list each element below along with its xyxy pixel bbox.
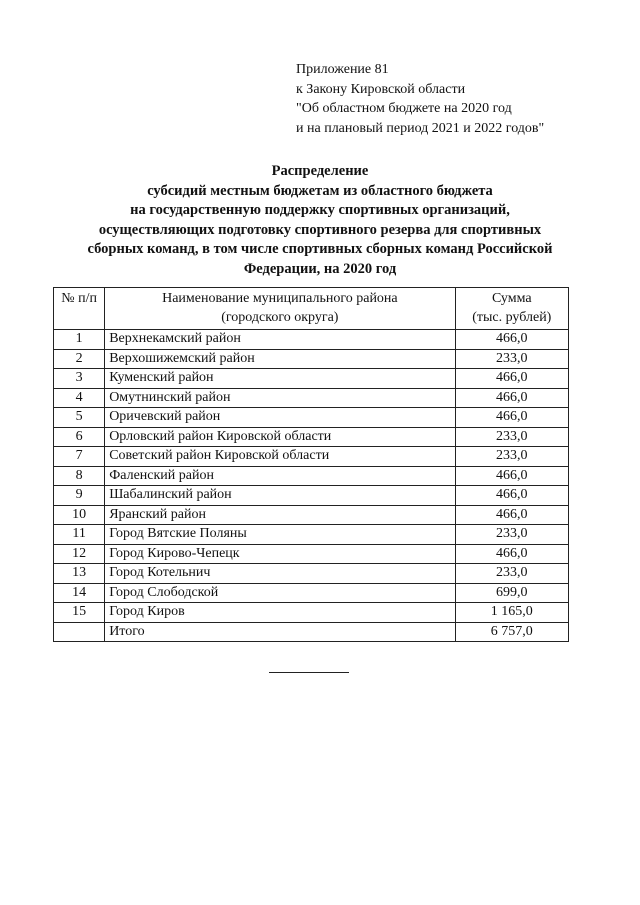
header-num: № п/п [54,288,105,330]
table-row [54,525,569,545]
title-line: сборных команд, в том числе спортивных сборных команд Российской [87,241,553,257]
row-name: Верхошижемский район [105,349,455,369]
row-sum: 233,0 [455,427,568,447]
row-sum: 233,0 [455,525,568,545]
row-name: Шабалинский район [105,486,455,506]
header-name [105,288,455,330]
table-row [54,349,569,369]
row-name: Город Киров [105,603,455,623]
row-name: Город Слободской [105,583,455,603]
table-row [54,564,569,584]
row-name: Яранский район [105,505,455,525]
document-title [40,162,600,279]
row-sum: 466,0 [455,369,568,389]
row-name: Город Кирово-Чепецк [105,544,455,564]
table-row [54,369,569,389]
row-name: Город Вятские Поляны [105,525,455,545]
table-row [54,427,569,447]
row-sum: 233,0 [455,564,568,584]
row-num: 12 [54,544,105,564]
table-row [54,486,569,506]
row-sum: 1 165,0 [455,603,568,623]
appendix-line: "Об областном бюджете на 2020 год [296,101,512,116]
table-row [54,466,569,486]
title-line: на государственную поддержку спортивных организаций, [130,202,510,218]
row-num: 9 [54,486,105,506]
row-sum: 699,0 [455,583,568,603]
row-sum: 466,0 [455,505,568,525]
row-num: 5 [54,408,105,428]
header-name-line2: (городского округа) [221,310,339,325]
table-row [54,330,569,350]
row-name: Омутнинский район [105,388,455,408]
row-num: 15 [54,603,105,623]
row-sum: 466,0 [455,408,568,428]
table-row [54,583,569,603]
row-sum: 466,0 [455,330,568,350]
header-sum-line1: Сумма [491,291,532,306]
table-row [54,447,569,467]
table-row [54,408,569,428]
title-line: Распределение [271,163,369,179]
row-num: 4 [54,388,105,408]
row-sum: 466,0 [455,388,568,408]
table-row [54,505,569,525]
row-num: 8 [54,466,105,486]
title-line: осуществляющих подготовку спортивного резерва для спортивных [98,221,542,238]
table-row [54,388,569,408]
appendix-line: и на плановый период 2021 и 2022 годов" [296,120,545,136]
row-name: Фаленский район [105,466,455,486]
total-sum: 6 757,0 [455,622,568,642]
total-label: Итого [105,622,455,642]
header-sum [455,288,568,330]
total-num [54,622,105,642]
row-num: 10 [54,505,105,525]
row-num: 14 [54,583,105,603]
row-num: 3 [54,369,105,389]
header-name-line1: Наименование муниципального района [162,291,398,306]
table-row [54,544,569,564]
distribution-table [53,287,569,642]
row-sum: 233,0 [455,349,568,369]
title-line: Федерации, на 2020 год [243,260,397,277]
table-row [54,603,569,623]
row-sum: 466,0 [455,486,568,506]
table-header-row [54,288,569,330]
row-num: 6 [54,427,105,447]
row-num: 11 [54,525,105,545]
row-name: Куменский район [105,369,455,389]
row-sum: 466,0 [455,544,568,564]
row-name: Оричевский район [105,408,455,428]
row-name: Верхнекамский район [105,330,455,350]
header-sum-line2: (тыс. рублей) [472,310,552,325]
appendix-line: Приложение 81 [296,62,389,77]
row-name: Орловский район Кировской области [105,427,455,447]
title-line: субсидий местным бюджетам из областного бюджета [147,182,493,199]
row-sum: 233,0 [455,447,568,467]
row-num: 2 [54,349,105,369]
total-row [54,622,569,642]
appendix-line: к Закону Кировской области [296,81,466,97]
row-num: 7 [54,447,105,467]
row-num: 1 [54,330,105,350]
row-num: 13 [54,564,105,584]
row-sum: 466,0 [455,466,568,486]
row-name: Советский район Кировской области [105,447,455,467]
row-name: Город Котельнич [105,564,455,584]
closing-separator-line [269,672,349,673]
appendix-header [296,60,544,138]
